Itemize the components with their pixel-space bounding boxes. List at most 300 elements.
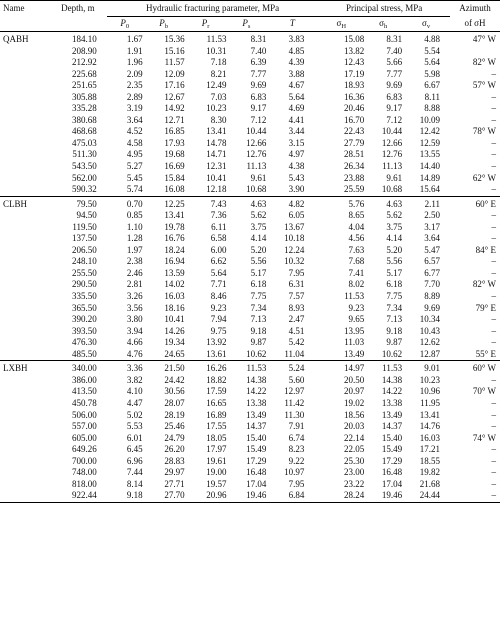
cell-depth: 94.50 [76,210,97,221]
cell-sigma-H: 22.14 [343,432,365,443]
cell-azimuth: – [491,184,496,195]
cell-depth: 557.00 [72,421,97,432]
cell-pb: 18.24 [164,244,185,255]
cell-azimuth: – [491,444,496,455]
cell-sigma-H: 19.02 [343,397,365,408]
cell-depth: 543.50 [72,161,97,172]
cell-pr: 10.31 [206,45,227,56]
cell-sigma-h: 5.17 [386,267,403,278]
cell-sigma-v: 14.89 [419,172,440,183]
cell-azimuth: 60° E [450,196,500,210]
cell-p0: 6.96 [126,455,143,466]
cell-ps: 11.53 [226,361,266,375]
cell-azimuth: 70° W [472,386,496,397]
borehole-name-empty [0,279,49,291]
cell-pr: 12.31 [206,161,227,172]
cell-ps: 12.66 [246,137,267,148]
cell-pr: 16.89 [206,409,227,420]
borehole-name-empty [0,103,49,115]
borehole-name-empty [0,126,49,138]
cell-pb: 16.08 [164,184,185,195]
cell-sigma-v: 18.55 [419,455,440,466]
cell-azimuth: – [491,467,496,478]
cell-sigma-H: 13.82 [343,45,365,56]
cell-ps: 7.34 [250,302,267,313]
cell-azimuth: – [491,455,496,466]
header-azimuth: Azimuth [450,1,500,17]
cell-sigma-h: 10.62 [381,348,403,359]
cell-pb: 14.26 [164,325,185,336]
cell-ps: 6.39 [250,57,267,68]
table-row [0,184,500,196]
cell-t: 6.31 [288,279,305,290]
cell-t: 7.91 [288,421,305,432]
cell-sigma-h: 17.29 [381,455,403,466]
cell-ps: 13.49 [246,409,267,420]
table-row [0,361,500,375]
cell-sigma-h: 5.56 [386,256,403,267]
header-depth: Depth, m [49,1,107,17]
cell-azimuth: 47° W [472,34,496,44]
cell-depth: 290.50 [72,279,97,290]
cell-sigma-H: 16.70 [343,114,365,125]
cell-ps: 7.75 [250,291,267,302]
cell-depth: 251.65 [72,80,97,91]
cell-p0: 4.47 [126,397,143,408]
cell-sigma-v: 6.57 [424,256,440,267]
cell-sigma-h: 12.76 [381,149,403,160]
cell-sigma-v: 12.62 [419,337,440,348]
borehole-name-empty [0,421,49,433]
cell-azimuth: 62° W [472,172,496,183]
cell-t: 4.85 [288,45,305,56]
cell-ps: 4.14 [250,233,267,244]
cell-t: 3.44 [288,126,305,137]
cell-depth: 208.90 [72,45,97,56]
borehole-name-empty [0,456,49,468]
cell-t: 4.82 [266,196,318,210]
cell-sigma-H: 13.95 [343,325,365,336]
cell-depth: 206.50 [72,244,97,255]
cell-p0: 3.64 [126,114,143,125]
cell-sigma-H: 18.56 [343,409,365,420]
cell-p0: 3.56 [126,302,143,313]
cell-t: 7.95 [288,267,305,278]
cell-sigma-H: 25.59 [343,184,365,195]
cell-pb: 15.16 [164,45,185,56]
table-row [0,349,500,361]
cell-p0: 1.96 [126,57,143,68]
table-row [0,233,500,245]
cell-sigma-v: 19.82 [419,467,440,478]
table-row [0,149,500,161]
cell-pr: 5.64 [210,267,227,278]
cell-pb: 12.25 [143,196,185,210]
cell-azimuth: – [491,114,496,125]
cell-t: 7.95 [288,478,305,489]
cell-azimuth: 84° E [475,244,496,255]
header-azimuth-of: of σH [464,17,486,28]
cell-depth: 390.20 [72,314,97,325]
header-pb: $P_b$ [159,18,168,31]
cell-pr: 11.53 [206,34,227,44]
cell-sigma-H: 7.41 [348,267,365,278]
table-row [0,279,500,291]
cell-pr: 13.41 [206,126,227,137]
table-row [0,46,500,58]
borehole-name-empty [0,398,49,410]
cell-azimuth: – [491,337,496,348]
cell-sigma-h: 6.83 [386,91,403,102]
borehole-name-empty [0,57,49,69]
cell-ps: 14.38 [246,374,267,385]
cell-sigma-H: 22.43 [343,126,365,137]
cell-p0: 4.58 [126,137,143,148]
cell-ps: 7.13 [250,314,267,325]
cell-depth: 450.78 [72,397,97,408]
cell-depth: 305.88 [72,91,97,102]
cell-t: 4.41 [288,114,305,125]
cell-sigma-H: 9.23 [348,302,365,313]
cell-depth: 335.50 [72,291,97,302]
cell-pr: 16.26 [185,361,227,375]
cell-ps: 14.37 [246,421,267,432]
cell-sigma-v: 14.76 [419,421,440,432]
cell-t: 7.57 [288,291,305,302]
header-stress-group: Principal stress, MPa [318,1,450,17]
cell-pb: 16.76 [164,233,185,244]
cell-sigma-H: 7.68 [348,256,365,267]
cell-sigma-v: 8.11 [424,91,440,102]
cell-azimuth: 57° W [472,80,496,91]
cell-sigma-h: 9.87 [386,337,403,348]
cell-sigma-v: 14.40 [419,161,440,172]
cell-sigma-h: 15.40 [381,432,403,443]
cell-sigma-H: 20.46 [343,103,365,114]
cell-t: 3.88 [288,68,305,79]
cell-sigma-H: 23.88 [343,172,365,183]
cell-p0: 8.14 [126,478,143,489]
cell-t: 10.18 [284,233,305,244]
cell-pb: 28.07 [164,397,185,408]
cell-pb: 19.78 [164,221,185,232]
cell-pr: 7.03 [210,91,227,102]
cell-depth: 468.68 [72,126,97,137]
cell-t: 4.67 [288,80,305,91]
cell-sigma-H: 17.19 [343,68,365,79]
cell-sigma-H: 4.04 [348,221,365,232]
cell-pr: 17.55 [206,421,227,432]
cell-t: 4.97 [288,149,305,160]
cell-ps: 7.77 [250,68,267,79]
cell-t: 12.24 [284,244,305,255]
cell-sigma-v: 5.64 [424,57,440,68]
cell-sigma-h: 9.69 [386,80,403,91]
cell-pb: 24.65 [164,348,185,359]
cell-depth: 413.50 [72,386,97,397]
cell-sigma-H: 23.00 [343,467,365,478]
cell-p0: 4.10 [126,386,143,397]
borehole-name-empty [0,46,49,58]
cell-sigma-v: 17.21 [419,444,440,455]
cell-p0: 3.80 [126,314,143,325]
cell-sigma-h: 9.17 [386,103,403,114]
borehole-name-empty [0,410,49,422]
cell-sigma-v: 11.95 [420,397,440,408]
cell-sigma-v: 9.01 [402,361,450,375]
cell-sigma-v: 12.42 [419,126,440,137]
cell-ps: 5.62 [250,210,267,221]
cell-t: 4.38 [288,161,305,172]
cell-azimuth: 60° W [450,361,500,375]
cell-t: 12.97 [284,386,305,397]
cell-depth: 922.44 [49,490,107,502]
cell-p0: 3.26 [126,291,143,302]
header-hydraulic-group: Hydraulic fracturing parameter, MPa [107,1,319,17]
table-row [0,80,500,92]
cell-sigma-v: 16.03 [419,432,440,443]
cell-pb: 24.79 [164,432,185,443]
header-sigma-h: $\sigma_h$ [379,18,388,31]
table-row [0,173,500,185]
borehole-name-empty [0,138,49,150]
cell-ps: 10.62 [246,348,267,359]
cell-t: 5.42 [288,337,305,348]
cell-sigma-H: 18.93 [343,80,365,91]
cell-pb: 16.69 [164,161,185,172]
cell-p0: 7.44 [126,467,143,478]
cell-sigma-H: 28.24 [318,490,364,502]
cell-depth: 818.00 [72,478,97,489]
cell-ps: 8.31 [250,34,267,44]
cell-pr: 7.36 [210,210,227,221]
cell-pb: 28.19 [164,409,185,420]
cell-sigma-H: 13.49 [343,348,365,359]
cell-p0: 3.82 [126,374,143,385]
cell-depth: 184.10 [72,34,97,44]
cell-pb: 13.59 [164,267,185,278]
cell-azimuth: – [491,256,496,267]
cell-t: 5.60 [288,374,305,385]
cell-sigma-v: 2.50 [424,210,440,221]
cell-pr: 7.94 [210,314,227,325]
cell-pb: 27.70 [143,490,185,502]
cell-ps: 15.49 [246,444,267,455]
cell-p0: 0.70 [107,196,143,210]
cell-pb: 29.97 [164,467,185,478]
header-p0: $P_0$ [120,18,130,31]
cell-p0: 1.91 [126,45,143,56]
table-row [0,32,500,46]
borehole-name-empty [0,303,49,315]
borehole-name-empty [0,245,49,257]
cell-sigma-h: 3.75 [386,221,403,232]
cell-azimuth: – [491,267,496,278]
cell-pr: 7.18 [210,57,227,68]
cell-sigma-v: 15.64 [419,184,440,195]
cell-sigma-h: 7.13 [386,314,403,325]
cell-ps: 5.17 [250,267,267,278]
cell-p0: 2.89 [126,91,143,102]
cell-ps: 7.40 [250,45,267,56]
table-row [0,386,500,398]
cell-sigma-h: 7.12 [386,114,403,125]
table-row [0,138,500,150]
cell-t: 6.84 [266,490,318,502]
cell-sigma-h: 11.13 [382,161,403,172]
cell-ps: 6.18 [250,279,267,290]
cell-sigma-H: 20.50 [343,374,365,385]
cell-sigma-h: 12.66 [381,137,403,148]
cell-sigma-v: 12.87 [419,348,440,359]
cell-pb: 24.42 [164,374,185,385]
cell-sigma-H: 26.34 [343,161,365,172]
cell-depth: 119.50 [72,221,97,232]
cell-t: 2.47 [288,314,305,325]
table-row [0,479,500,491]
cell-sigma-H: 7.63 [348,244,365,255]
cell-sigma-h: 10.44 [381,126,403,137]
cell-pr: 6.00 [210,244,227,255]
cell-sigma-v: 5.54 [424,45,440,56]
cell-depth: 225.68 [72,68,97,79]
cell-sigma-v: 10.09 [419,114,440,125]
cell-pb: 21.50 [143,361,185,375]
header-sigma-H: $\sigma_H$ [336,18,347,31]
cell-sigma-h: 5.66 [386,57,403,68]
cell-p0: 1.97 [126,244,143,255]
cell-ps: 9.18 [250,325,267,336]
table-row [0,337,500,349]
cell-ps: 12.76 [246,149,267,160]
borehole-name-empty [0,490,49,502]
cell-sigma-v: 10.96 [419,386,440,397]
cell-pb: 26.20 [164,444,185,455]
cell-pb: 12.67 [164,91,185,102]
cell-azimuth: – [491,233,496,244]
cell-depth: 386.00 [72,374,97,385]
cell-ps: 9.87 [250,337,267,348]
cell-pb: 12.71 [164,114,185,125]
cell-sigma-H: 16.36 [343,91,365,102]
cell-sigma-H: 12.43 [343,57,365,68]
cell-t: 6.74 [288,432,305,443]
cell-t: 8.93 [288,302,305,313]
cell-sigma-v: 12.59 [419,137,440,148]
cell-p0: 3.19 [126,103,143,114]
cell-t: 3.90 [288,184,305,195]
cell-azimuth: – [491,314,496,325]
cell-depth: 748.00 [72,467,97,478]
cell-pr: 12.49 [206,80,227,91]
table-row [0,103,500,115]
cell-ps: 9.69 [250,80,267,91]
cell-sigma-h: 7.75 [386,291,403,302]
cell-azimuth: – [491,421,496,432]
cell-sigma-h: 17.04 [381,478,403,489]
cell-p0: 1.67 [126,34,143,44]
cell-pb: 16.03 [164,291,185,302]
cell-ps: 16.48 [246,467,267,478]
cell-sigma-v: 6.77 [424,267,440,278]
cell-ps: 13.38 [246,397,267,408]
cell-azimuth [450,46,500,58]
cell-pb: 28.83 [164,455,185,466]
borehole-name-empty [0,161,49,173]
table-row [0,398,500,410]
cell-sigma-h: 5.62 [386,210,403,221]
cell-pr: 18.82 [206,374,227,385]
table-row [0,92,500,104]
cell-sigma-v: 13.55 [419,149,440,160]
cell-sigma-v: 9.69 [424,302,440,313]
cell-ps: 4.63 [226,196,266,210]
table-row [0,245,500,257]
table-row [0,410,500,422]
cell-pb: 16.94 [164,256,185,267]
borehole-name-empty [0,115,49,127]
table-row [0,126,500,138]
cell-pr: 7.43 [185,196,227,210]
cell-p0: 0.85 [126,210,143,221]
cell-azimuth: – [491,397,496,408]
cell-pb: 17.93 [164,137,185,148]
cell-azimuth: – [491,374,496,385]
cell-t: 13.67 [284,221,305,232]
cell-p0: 6.01 [126,432,143,443]
cell-depth: 511.30 [72,149,97,160]
cell-p0: 5.27 [126,161,143,172]
cell-sigma-H: 25.30 [343,455,365,466]
cell-depth: 393.50 [72,325,97,336]
cell-pr: 9.23 [210,302,227,313]
cell-sigma-H: 8.65 [348,210,365,221]
borehole-name-empty [0,233,49,245]
table-row [0,303,500,315]
cell-p0: 5.02 [126,409,143,420]
cell-ps: 15.40 [246,432,267,443]
header-pr: $P_r$ [201,18,210,31]
cell-sigma-H: 20.97 [343,386,365,397]
cell-pr: 13.92 [206,337,227,348]
cell-pr: 19.61 [206,455,227,466]
cell-pr: 10.41 [206,172,227,183]
cell-depth: 380.68 [72,114,97,125]
borehole-name-empty [0,314,49,326]
cell-sigma-v: 13.41 [419,409,440,420]
borehole-name-empty [0,80,49,92]
cell-azimuth: 74° W [472,432,496,443]
table-row [0,433,500,445]
cell-pb: 16.85 [164,126,185,137]
cell-pr: 16.65 [206,397,227,408]
cell-p0: 3.94 [126,325,143,336]
cell-depth: 475.03 [72,137,97,148]
cell-p0: 2.81 [126,279,143,290]
cell-sigma-H: 27.79 [343,137,365,148]
table-row [0,210,500,222]
table-row [0,161,500,173]
cell-p0: 2.35 [126,80,143,91]
cell-pb: 18.16 [164,302,185,313]
table-row [0,222,500,234]
table-row [0,467,500,479]
cell-t: 11.42 [284,397,305,408]
cell-sigma-h: 6.18 [386,279,403,290]
cell-p0: 2.38 [126,256,143,267]
cell-t: 4.69 [288,103,305,114]
cell-pb: 12.09 [164,68,185,79]
